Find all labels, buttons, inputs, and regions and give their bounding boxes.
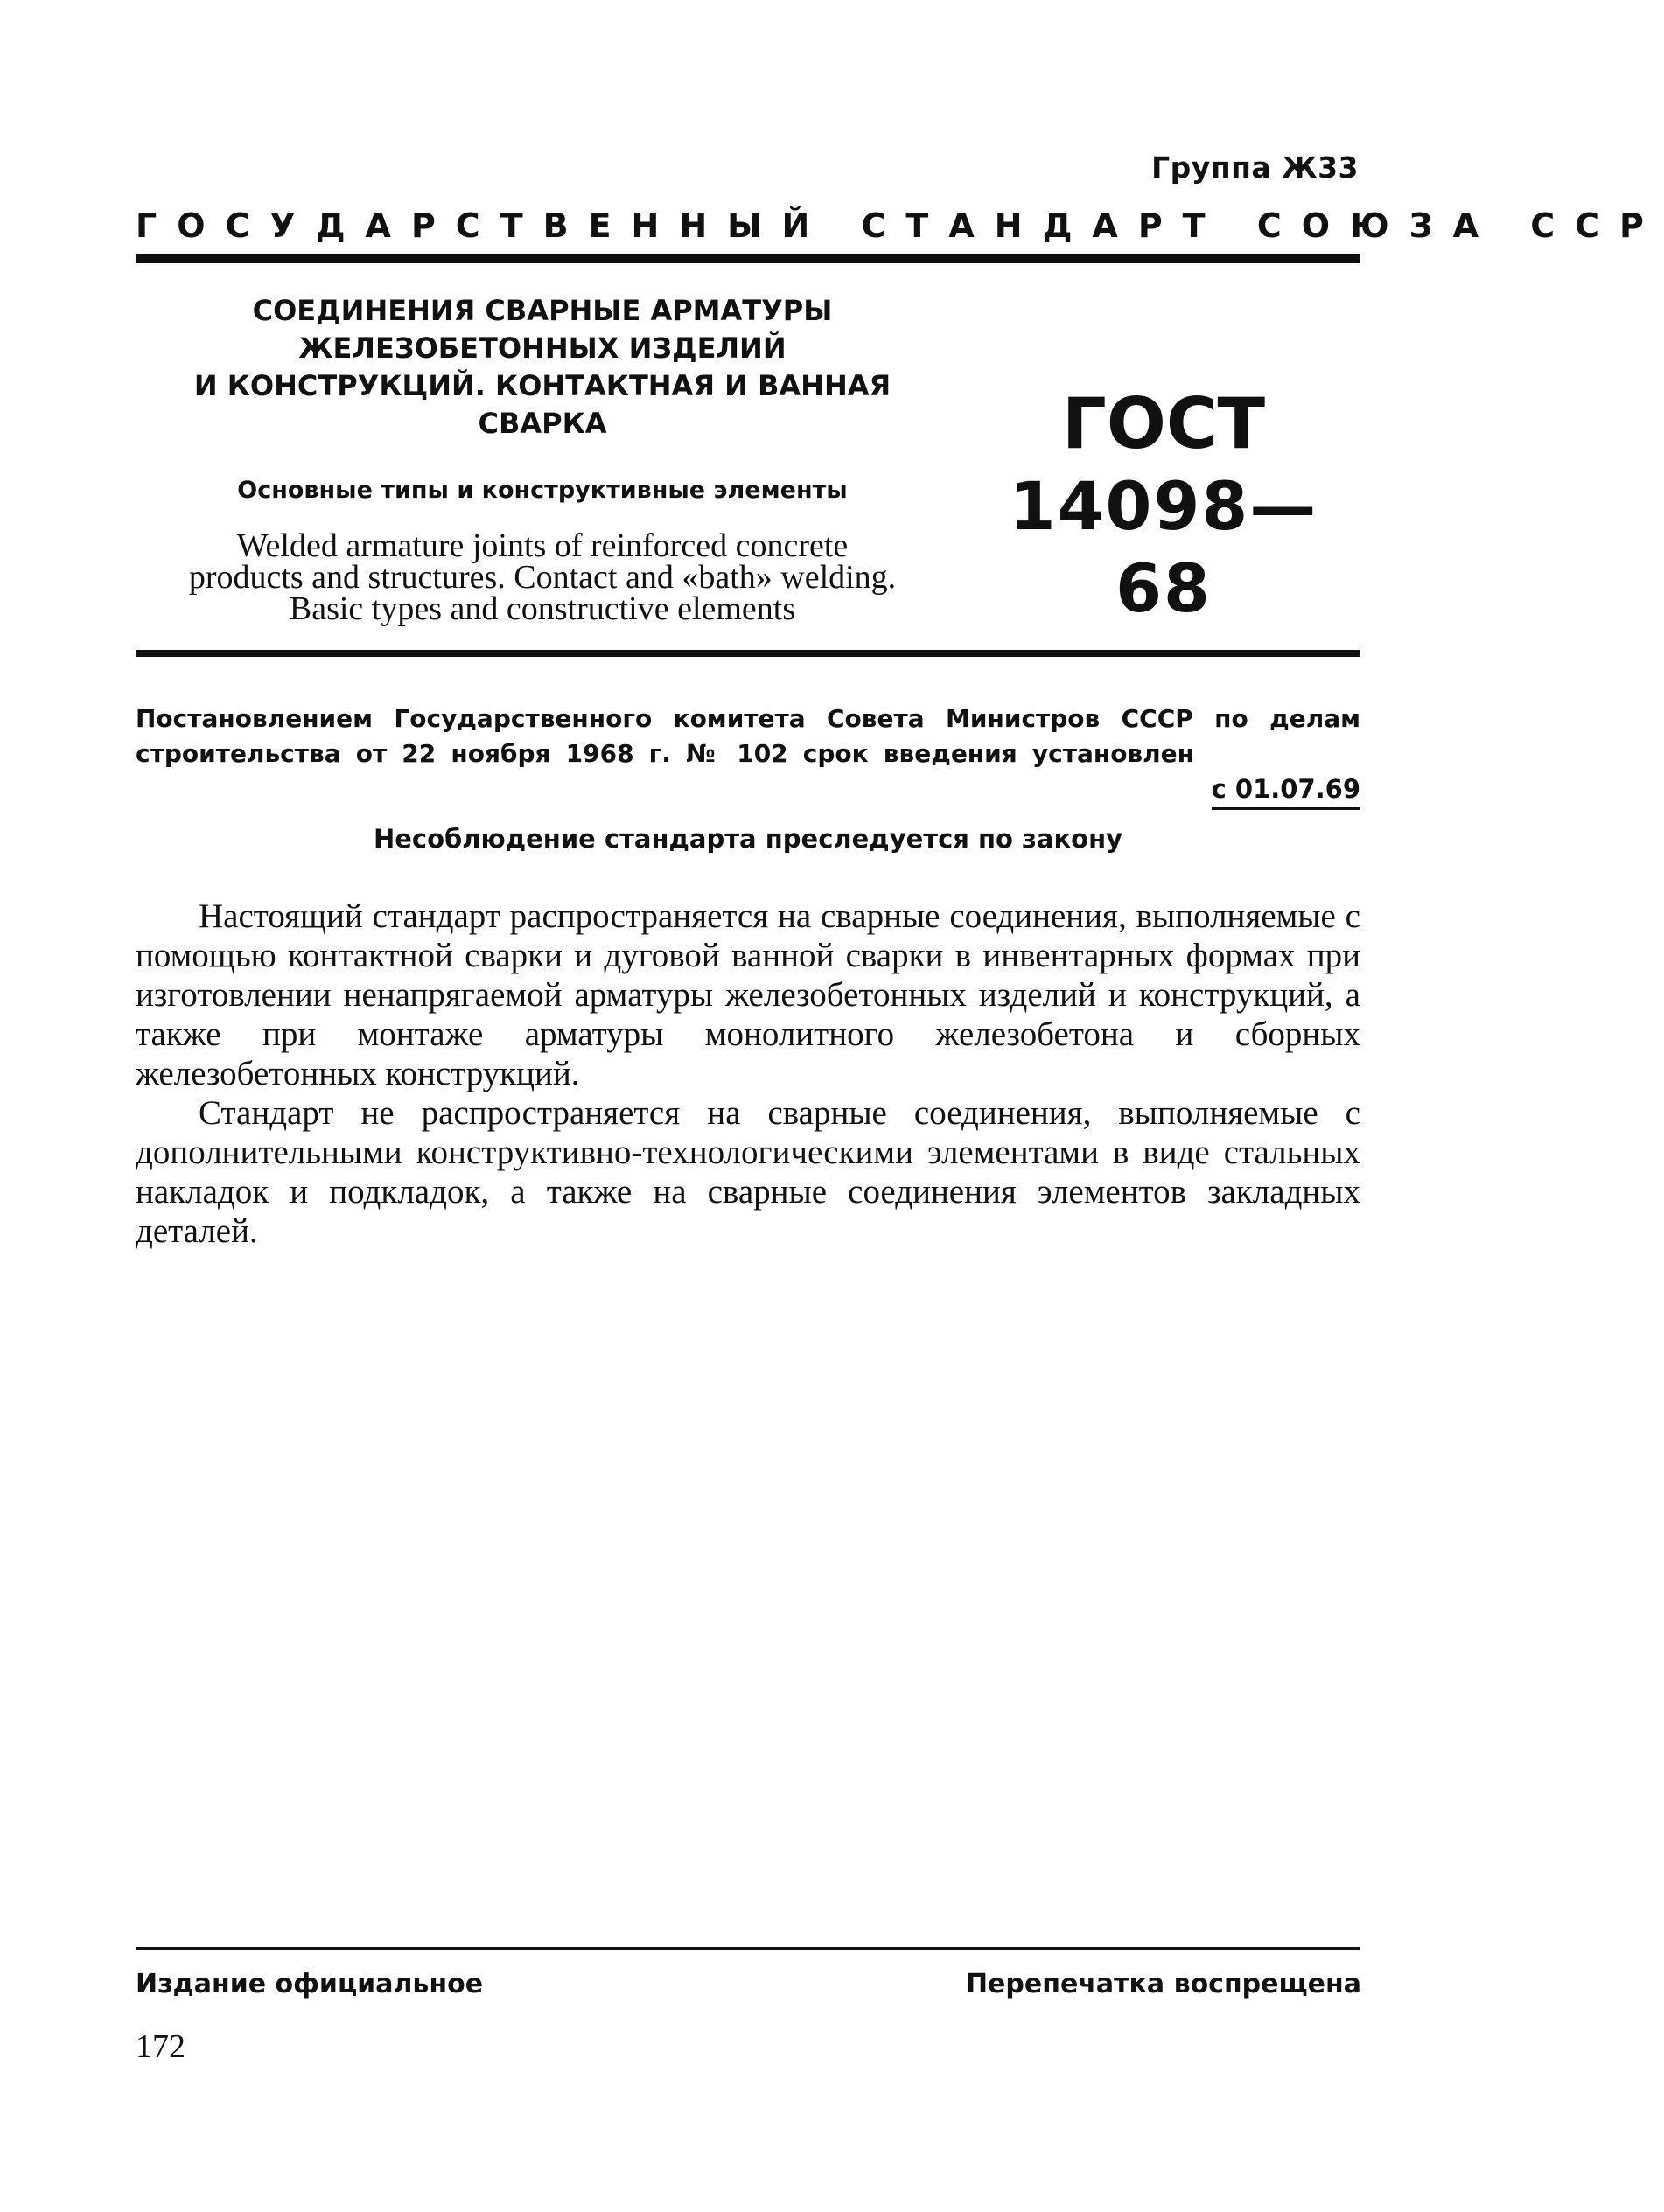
title-line-en: products and structures. Contact and «bath» welding. (188, 559, 897, 596)
scope-text (136, 897, 1360, 1251)
gost-label: ГОСТ (1061, 383, 1266, 464)
state-standard-header: ГОСУДАРСТВЕННЫЙ СТАНДАРТ СОЮЗА ССР (136, 206, 1664, 245)
title-line: И КОНСТРУКЦИЙ. КОНТАКТНАЯ И ВАННАЯ (193, 369, 891, 402)
header-rule (136, 254, 1360, 263)
title-line: СВАРКА (478, 407, 607, 440)
document-subtitle-ru: Основные типы и конструктивные элементы (237, 477, 848, 504)
document-title-en (149, 527, 936, 627)
decree-line: строительства от 22 ноября 1968 г. № 102 срок введения установлен (136, 739, 1194, 768)
group-label: Группа Ж33 (1151, 150, 1359, 185)
scope-paragraph: Стандарт не распространяется на сварные соединения, выполняемые с дополнительными конструктивно-технологическими элементами в виде стальных накладок и подкладок, а также на сварные соединения элементов закладных деталей. (136, 1094, 1360, 1250)
decree-text (136, 701, 1360, 771)
page-number: 172 (136, 2028, 185, 2065)
reprint-notice: Перепечатка воспрещена (965, 1969, 1361, 1999)
decree-line: Постановлением Государственного комитета Совета Министров СССР по делам (136, 704, 1360, 733)
compliance-notice: Несоблюдение стандарта преследуется по закону (373, 824, 1123, 854)
document-title-ru (175, 292, 910, 443)
gost-designation (989, 383, 1339, 630)
title-line-en: Basic types and constructive elements (289, 590, 796, 627)
effective-date: с 01.07.69 (1212, 774, 1360, 810)
title-rule (136, 650, 1360, 657)
gost-number: 14098—68 (1009, 467, 1318, 627)
footer-rule (136, 1947, 1360, 1950)
title-line: ЖЕЛЕЗОБЕТОННЫХ ИЗДЕЛИЙ (298, 331, 787, 365)
edition-label: Издание официальное (136, 1969, 484, 1999)
title-line: СОЕДИНЕНИЯ СВАРНЫЕ АРМАТУРЫ (252, 294, 833, 327)
title-line-en: Welded armature joints of reinforced concrete (236, 527, 849, 564)
scope-paragraph: Настоящий стандарт распространяется на сварные соединения, выполняемые с помощью контактной сварки и дуговой ванной сварки в инвентарных формах при изготовлении ненапрягаемой арматуры железобетонных изделий и конструкций, а также при монтаже арматуры монолитного железобетона и сборных железобетонных конструкций. (136, 897, 1360, 1092)
